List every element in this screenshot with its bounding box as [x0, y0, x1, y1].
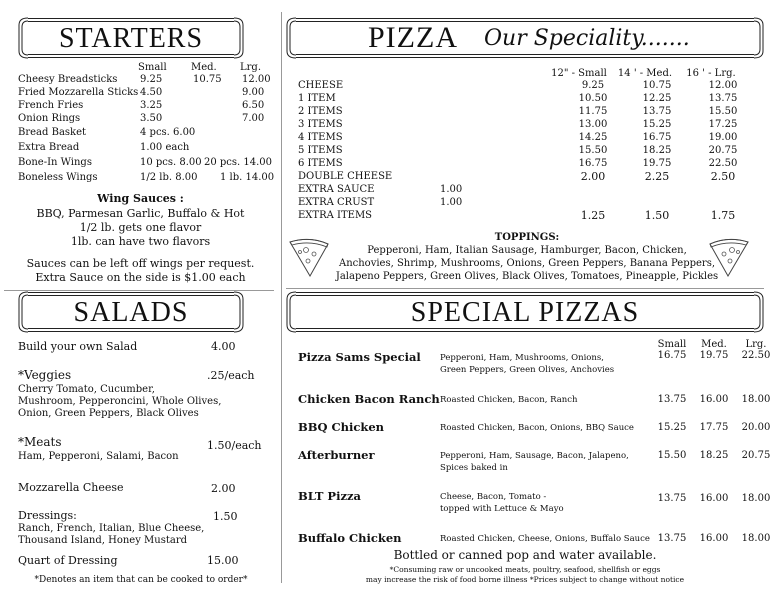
special-price-small: 13.75 — [657, 533, 687, 544]
meats-line: Ham, Pepperoni, Salami, Bacon — [18, 451, 179, 462]
special-price-small: 13.75 — [657, 394, 687, 405]
special-price-small: 16.75 — [657, 350, 687, 361]
extra-crust-price: 1.00 — [440, 197, 463, 208]
pizza-price-lrg: 20.75 — [708, 145, 738, 156]
starter-price-small: 3.25 — [140, 100, 163, 111]
pizza-row-name: 3 ITEMS — [298, 119, 343, 130]
starter-price-lrg: 6.50 — [242, 100, 265, 111]
special-header-lrg: Lrg. — [745, 339, 767, 350]
special-price-med: 16.00 — [699, 493, 729, 504]
special-price-small: 13.75 — [657, 493, 687, 504]
pizza-price-med: 16.75 — [642, 132, 672, 143]
special-pizzas-banner — [286, 292, 764, 332]
pizza-price-med: 13.75 — [642, 106, 672, 117]
veggies-name: *Veggies — [18, 368, 72, 382]
special-header-med: Med. — [701, 339, 727, 350]
pizza-price-small: 10.50 — [578, 93, 608, 104]
quart-price: 15.00 — [207, 554, 239, 567]
special-price-med: 18.25 — [699, 450, 729, 461]
wing-sauce-line: BBQ, Parmesan Garlic, Buffalo & Hot — [36, 207, 245, 220]
column-divider — [281, 12, 282, 583]
special-pizza-desc: Spices baked in — [440, 463, 508, 473]
starters-header-med: Med. — [191, 62, 217, 73]
starter-item-name: French Fries — [18, 100, 84, 111]
pizza-price-lrg: 13.75 — [708, 93, 738, 104]
salads-banner — [18, 292, 244, 332]
toppings-title: TOPPINGS: — [494, 232, 560, 243]
starters-title: STARTERS — [58, 23, 204, 54]
veggies-price: .25/each — [207, 369, 255, 382]
special-pizza-name: Chicken Bacon Ranch — [298, 392, 440, 406]
pizza-price-med: 15.25 — [642, 119, 672, 130]
toppings-line: Pepperoni, Ham, Italian Sausage, Hamburger, Bacon, Chicken, — [367, 245, 687, 256]
special-pizza-desc: Pepperoni, Ham, Sausage, Bacon, Jalapeno, — [440, 451, 629, 461]
wing-sauce-line: 1lb. can have two flavors — [70, 235, 211, 248]
starters-header-lrg: Lrg. — [240, 62, 262, 73]
pizza-price-med: 10.75 — [642, 80, 672, 91]
special-price-lrg: 18.00 — [741, 394, 771, 405]
salad-build-name: Build your own Salad — [18, 340, 138, 353]
special-price-med: 16.00 — [699, 394, 729, 405]
starter-price-lrg: 12.00 — [242, 74, 271, 85]
pizza-row-name: 5 ITEMS — [298, 145, 343, 156]
boneless-name: Boneless Wings — [18, 172, 98, 183]
pizza-price-med: 19.75 — [642, 158, 672, 169]
boneless-price-a: 1/2 lb. 8.00 — [140, 172, 198, 183]
starter-price-lrg: 7.00 — [242, 113, 265, 124]
special-pizza-name: Pizza Sams Special — [298, 350, 421, 364]
extra-crust-name: EXTRA CRUST — [298, 197, 375, 208]
pizza-banner — [286, 18, 764, 58]
starter-price-med: 10.75 — [193, 74, 222, 85]
pizza-price-small: 14.25 — [578, 132, 608, 143]
extra-bread-name: Extra Bread — [18, 142, 80, 153]
special-price-small: 15.50 — [657, 450, 687, 461]
consume-warning-line: *Consuming raw or uncooked meats, poultry, seafood, shellfish or eggs — [389, 565, 661, 574]
pizza-price-small: 16.75 — [578, 158, 608, 169]
section-divider — [286, 288, 764, 289]
starters-header-small: Small — [138, 62, 167, 73]
pizza-price-lrg: 19.00 — [708, 132, 738, 143]
pizza-row-name: 6 ITEMS — [298, 158, 343, 169]
special-pizza-name: BBQ Chicken — [298, 420, 384, 434]
bread-basket-name: Bread Basket — [18, 127, 87, 138]
meats-name: *Meats — [18, 435, 62, 449]
wing-sauce-line: 1/2 lb. gets one flavor — [79, 221, 202, 234]
special-price-med: 19.75 — [699, 350, 729, 361]
special-price-small: 15.25 — [657, 422, 687, 433]
pizza-row-name: 2 ITEMS — [298, 106, 343, 117]
starter-price-small: 9.25 — [140, 74, 163, 85]
pizza-price-lrg: 17.25 — [708, 119, 738, 130]
toppings-line: Jalapeno Peppers, Green Olives, Black Olives, Tomatoes, Pineapple, Pickles — [335, 271, 719, 282]
special-pizza-name: Buffalo Chicken — [298, 531, 402, 545]
extra-bread-price: 1.00 each — [140, 142, 190, 153]
special-pizza-name: BLT Pizza — [298, 489, 361, 503]
dressings-price: 1.50 — [213, 510, 238, 523]
dressings-line: Ranch, French, Italian, Blue Cheese, — [18, 523, 205, 534]
salad-build-price: 4.00 — [211, 340, 236, 353]
pizza-price-med: 18.25 — [642, 145, 672, 156]
extra-items-small: 1.25 — [580, 209, 606, 222]
special-price-med: 16.00 — [699, 533, 729, 544]
special-price-med: 17.75 — [699, 422, 729, 433]
special-price-lrg: 18.00 — [741, 533, 771, 544]
starter-price-small: 3.50 — [140, 113, 163, 124]
special-pizza-desc: Pepperoni, Ham, Mushrooms, Onions, — [440, 353, 604, 363]
pizza-row-name: 4 ITEMS — [298, 132, 343, 143]
special-pizza-desc: Roasted Chicken, Cheese, Onions, Buffalo Sauce — [440, 534, 650, 544]
pizza-row-name: CHEESE — [298, 80, 344, 91]
pizza-header-small: 12" - Small — [551, 68, 607, 79]
pizza-title: PIZZA — [368, 21, 458, 54]
special-price-lrg: 22.50 — [741, 350, 771, 361]
bone-in-name: Bone-In Wings — [18, 157, 92, 168]
mozzarella-price: 2.00 — [211, 482, 236, 495]
special-price-lrg: 20.75 — [741, 450, 771, 461]
starter-item-name: Fried Mozzarella Sticks — [18, 87, 139, 98]
pizza-price-small: 2.00 — [580, 170, 606, 183]
dressings-line: Thousand Island, Honey Mustard — [18, 535, 188, 546]
boneless-price-b: 1 lb. 14.00 — [220, 172, 275, 183]
special-price-lrg: 18.00 — [741, 493, 771, 504]
pizza-price-lrg: 15.50 — [708, 106, 738, 117]
meats-price: 1.50/each — [207, 439, 262, 452]
pizza-header-lrg: 16 ' - Lrg. — [686, 68, 736, 79]
salads-title: SALADS — [73, 297, 189, 328]
pizza-price-med: 2.25 — [644, 170, 670, 183]
extra-sauce-name: EXTRA SAUCE — [298, 184, 375, 195]
quart-name: Quart of Dressing — [18, 554, 118, 567]
pizza-price-lrg: 2.50 — [710, 170, 736, 183]
pizza-price-small: 11.75 — [578, 106, 608, 117]
toppings-line: Anchovies, Shrimp, Mushrooms, Onions, Green Peppers, Banana Peppers, — [338, 258, 716, 269]
pizza-price-lrg: 22.50 — [708, 158, 738, 169]
pizza-header-med: 14 ' - Med. — [617, 68, 673, 79]
veggies-line: Cherry Tomato, Cucumber, — [18, 384, 155, 395]
bread-basket-price: 4 pcs. 6.00 — [140, 127, 196, 138]
cooked-to-order-note: *Denotes an item that can be cooked to order* — [34, 575, 248, 585]
pizza-price-small: 15.50 — [578, 145, 608, 156]
pop-note: Bottled or canned pop and water available. — [393, 548, 657, 562]
pizza-price-lrg: 12.00 — [708, 80, 738, 91]
extra-items-med: 1.50 — [644, 209, 670, 222]
special-pizza-name: Afterburner — [298, 448, 375, 462]
starter-price-lrg: 9.00 — [242, 87, 265, 98]
pizza-subtitle: Our Speciality....... — [484, 26, 690, 51]
pizza-slice-icon — [286, 234, 332, 280]
special-price-lrg: 20.00 — [741, 422, 771, 433]
special-pizzas-title: SPECIAL PIZZAS — [410, 297, 640, 328]
special-pizza-desc: Cheese, Bacon, Tomato - — [440, 492, 547, 502]
starter-price-small: 4.50 — [140, 87, 163, 98]
pizza-price-small: 13.00 — [578, 119, 608, 130]
pizza-price-med: 12.25 — [642, 93, 672, 104]
special-header-small: Small — [657, 339, 687, 350]
starter-item-name: Cheesy Breadsticks — [18, 74, 118, 85]
special-pizza-desc: Roasted Chicken, Bacon, Onions, BBQ Sauce — [440, 423, 634, 433]
special-pizza-desc: Green Peppers, Green Olives, Anchovies — [440, 365, 615, 375]
pizza-row-name: 1 ITEM — [298, 93, 336, 104]
sauce-note-line: Sauces can be left off wings per request. — [26, 257, 255, 270]
bone-in-price-a: 10 pcs. 8.00 — [140, 157, 202, 168]
consume-warning-line: may increase the risk of food borne illness *Prices subject to change without notice — [365, 575, 685, 584]
wing-sauces-title: Wing Sauces : — [97, 192, 184, 205]
extra-items-lrg: 1.75 — [710, 209, 736, 222]
veggies-line: Onion, Green Peppers, Black Olives — [18, 408, 199, 419]
dressings-name: Dressings: — [18, 509, 77, 522]
bone-in-price-b: 20 pcs. 14.00 — [204, 157, 273, 168]
veggies-line: Mushroom, Pepperoncini, Whole Olives, — [18, 396, 222, 407]
starter-item-name: Onion Rings — [18, 113, 81, 124]
pizza-price-small: 9.25 — [581, 80, 605, 91]
pizza-row-name: DOUBLE CHEESE — [298, 171, 393, 182]
pizza-slice-icon — [706, 234, 752, 280]
starters-banner — [18, 18, 244, 58]
extra-sauce-price: 1.00 — [440, 184, 463, 195]
special-pizza-desc: Roasted Chicken, Bacon, Ranch — [440, 395, 578, 405]
extra-items-name: EXTRA ITEMS — [298, 210, 373, 221]
special-pizza-desc: topped with Lettuce & Mayo — [440, 504, 564, 514]
sauce-note-line: Extra Sauce on the side is $1.00 each — [35, 271, 246, 284]
mozzarella-name: Mozzarella Cheese — [18, 481, 124, 494]
